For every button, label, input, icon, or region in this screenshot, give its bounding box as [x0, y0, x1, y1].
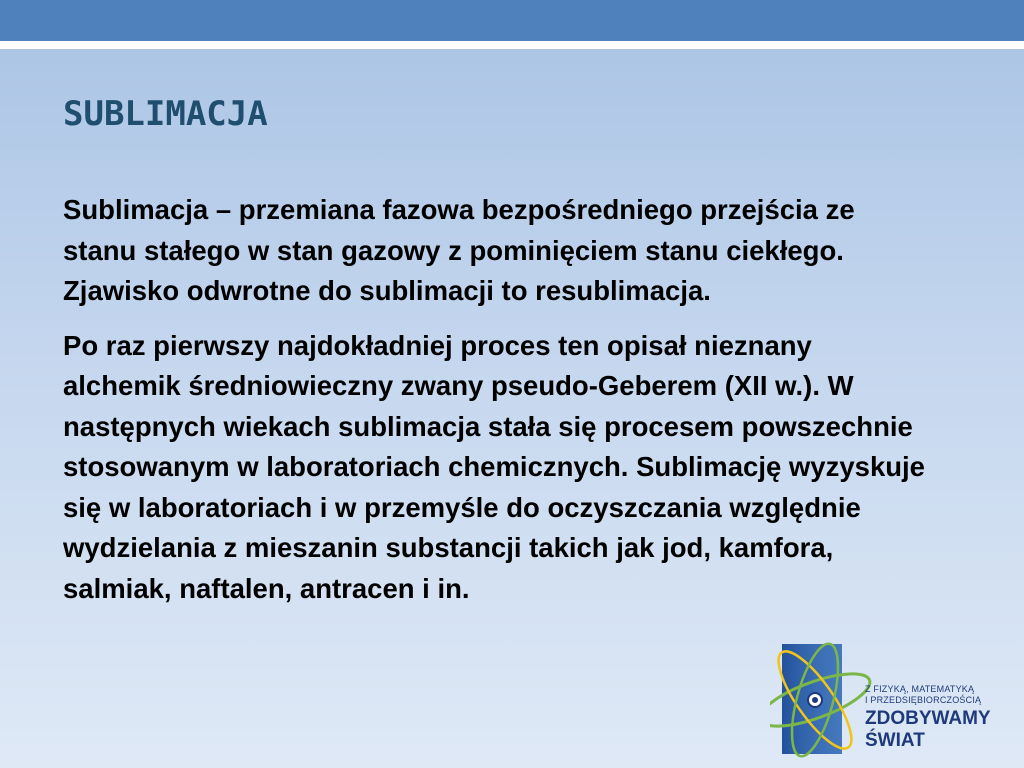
- slide-body: [63, 190, 933, 623]
- top-divider: [0, 41, 1024, 49]
- paragraph-definition: Sublimacja – przemiana fazowa bezpośredniego przejścia ze stanu stałego w stan gazowy z pominięciem stanu ciekłego. Zjawisko odwrotne do sublimacji to resublimacja.: [63, 194, 855, 306]
- logo-line-2: I PRZEDSIĘBIORCZOŚCIĄ: [865, 695, 982, 705]
- logo-line-3: ZDOBYWAMY: [865, 708, 991, 729]
- slide-title: SUBLIMACJA: [63, 94, 268, 134]
- logo-line-4: ŚWIAT: [865, 730, 925, 751]
- logo-line-1: Z FIZYKĄ, MATEMATYKĄ: [865, 684, 975, 694]
- top-bar: [0, 0, 1024, 41]
- paragraph-history: Po raz pierwszy najdokładniej proces ten opisał nieznany alchemik średniowieczny zwany pseudo-Geberem (XII w.). W następnych wiekach sublimacja stała się procesem powszechnie stosowanym w laboratoriach chemicznych. Sublimację wyzyskuje się w laboratoriach i w przemyśle do oczyszczania względnie wydzielania z mieszanin substancji takich jak jod, kamfora, salmiak, naftalen, antracen i in.: [63, 329, 925, 604]
- project-logo: [770, 630, 1024, 768]
- logo-text: [865, 684, 991, 752]
